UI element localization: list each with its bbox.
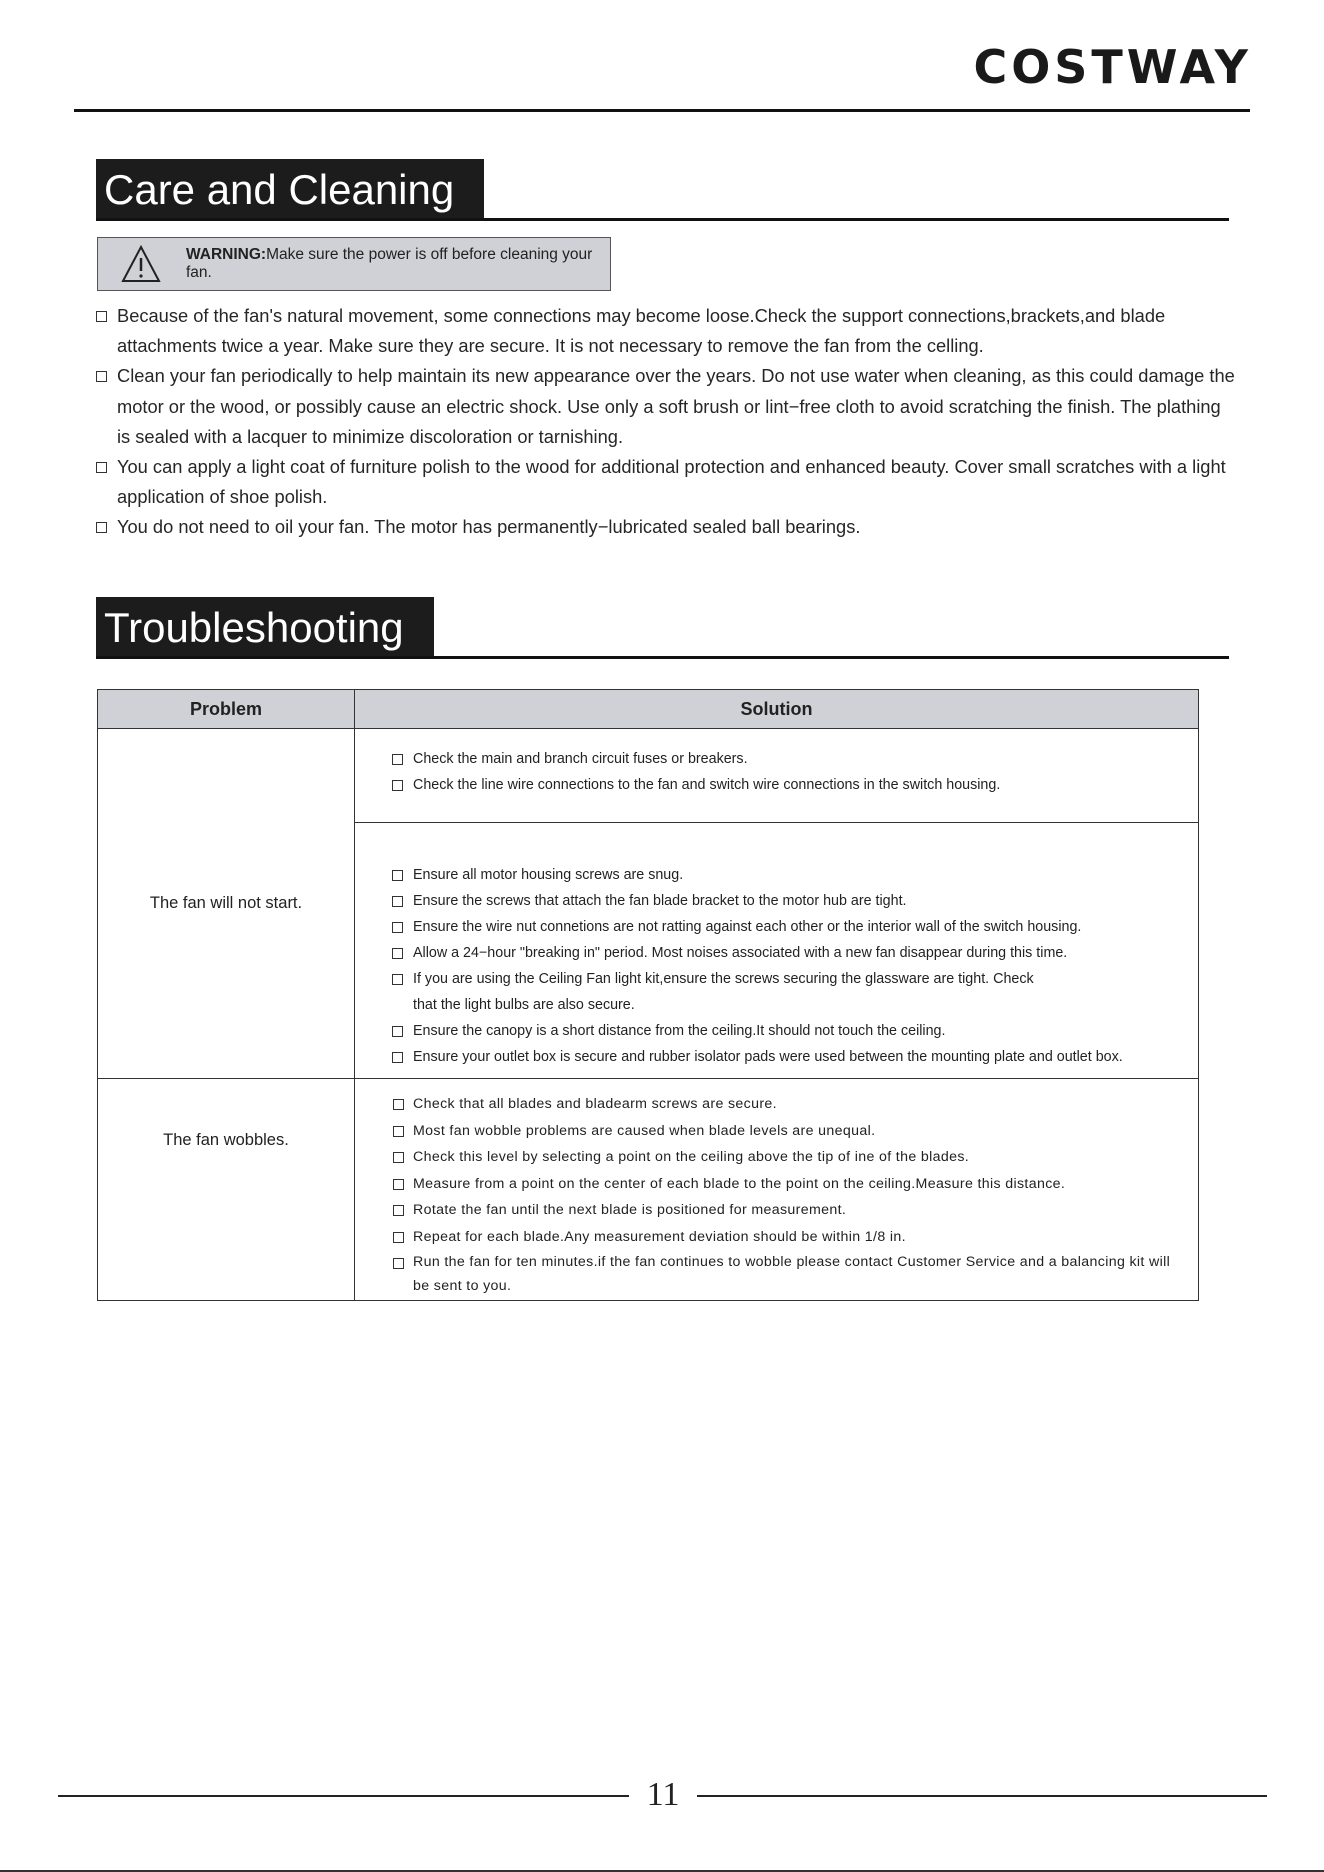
warning-triangle-icon (120, 244, 162, 284)
care-item (96, 361, 1236, 452)
problem-cell: The fan wobbles. (98, 1079, 355, 1301)
solution-item: Check that all blades and bladearm screws are secure. (355, 1091, 1198, 1118)
solution-item: Check this level by selecting a point on the ceiling above the tip of ine of the blades. (355, 1144, 1198, 1171)
solution-item: Ensure the wire nut connetions are not ratting against each other or the interior wall of the switch housing. (355, 914, 1198, 940)
solution-item: If you are using the Ceiling Fan light kit,ensure the screws securing the glassware are tight. Check that the light bulbs are also secure. (355, 966, 1061, 1018)
solution-item: Measure from a point on the center of each blade to the point on the ceiling.Measure this distance. (355, 1171, 1198, 1198)
checkbox-icon (392, 974, 403, 985)
solution-item: Ensure all motor housing screws are snug. (355, 862, 1198, 888)
checkbox-icon (393, 1126, 404, 1137)
care-item-text: You can apply a light coat of furniture polish to the wood for additional protection and enhanced beauty. Cover small scratches with a light application of shoe polish. (117, 456, 1226, 508)
warning-box (97, 237, 611, 291)
solution-cell (355, 1079, 1199, 1301)
solution-column-header: Solution (355, 690, 1199, 729)
checkbox-icon (392, 870, 403, 881)
footer-rule-left (58, 1795, 629, 1797)
solution-item: Ensure the canopy is a short distance from the ceiling.It should not touch the ceiling. (355, 1018, 1198, 1044)
troubleshooting-table (97, 689, 1199, 1301)
checkbox-icon (96, 522, 107, 533)
solution-item: Check the line wire connections to the fan and switch wire connections in the switch housing. (355, 772, 1198, 798)
solution-item: Ensure your outlet box is secure and rubber isolator pads were used between the mounting plate and outlet box. (355, 1044, 1198, 1070)
troubleshooting-section-header (96, 597, 1229, 659)
care-section-header (96, 159, 1229, 221)
checkbox-icon (392, 754, 403, 765)
solution-item: Run the fan for ten minutes.if the fan continues to wobble please contact Customer Service and a balancing kit will be sent to you. (355, 1250, 1198, 1298)
checkbox-icon (392, 948, 403, 959)
checkbox-icon (96, 371, 107, 382)
solution-item: Check the main and branch circuit fuses or breakers. (355, 746, 1198, 772)
care-item (96, 512, 1236, 542)
section-rule (96, 218, 1229, 221)
problem-cell: The fan will not start. (98, 729, 355, 1079)
care-item-text: You do not need to oil your fan. The motor has permanently−lubricated sealed ball bearings. (117, 516, 861, 538)
checkbox-icon (392, 780, 403, 791)
solution-item: Rotate the fan until the next blade is positioned for measurement. (355, 1197, 1198, 1224)
checkbox-icon (393, 1179, 404, 1190)
table-row (98, 1079, 1199, 1301)
checkbox-icon (96, 311, 107, 322)
solution-item: Allow a 24−hour "breaking in" period. Most noises associated with a new fan disappear during this time. (355, 940, 1198, 966)
checkbox-icon (96, 462, 107, 473)
care-section-title: Care and Cleaning (96, 159, 484, 220)
checkbox-icon (392, 896, 403, 907)
checkbox-icon (393, 1205, 404, 1216)
care-item-text: Because of the fan's natural movement, some connections may become loose.Check the support connections,brackets,and blade attachments twice a year. Make sure they are secure. It is not necessary to remove the fan from the celling. (117, 305, 1166, 357)
page-number: 11 (646, 1776, 680, 1813)
checkbox-icon (392, 1026, 403, 1037)
brand-logo: COSTWAY (973, 40, 1252, 94)
checkbox-icon (393, 1099, 404, 1110)
warning-label: WARNING: (186, 246, 267, 263)
checkbox-icon (392, 922, 403, 933)
solution-cell (355, 729, 1199, 1079)
checkbox-icon (392, 1052, 403, 1063)
care-item (96, 301, 1236, 361)
checkbox-icon (393, 1152, 404, 1163)
care-list (96, 301, 1236, 543)
header-rule (74, 109, 1250, 112)
problem-column-header: Problem (98, 690, 355, 729)
warning-message: Make sure the power is off before cleaning your fan. (186, 246, 593, 281)
care-item-text: Clean your fan periodically to help maintain its new appearance over the years. Do not use water when cleaning, as this could damage the motor or the wood, or possibly cause an electric shock. Use only a soft brush or lint−free cloth to avoid scratching the finish. The plathing is sealed with a lacquer to minimize discoloration or tarnishing. (117, 365, 1235, 447)
solution-item: Ensure the screws that attach the fan blade bracket to the motor hub are tight. (355, 888, 1198, 914)
footer-rule-right (697, 1795, 1267, 1797)
solution-group (355, 823, 1198, 1078)
solution-item: Most fan wobble problems are caused when blade levels are unequal. (355, 1118, 1198, 1145)
checkbox-icon (393, 1258, 404, 1269)
checkbox-icon (393, 1232, 404, 1243)
troubleshooting-section-title: Troubleshooting (96, 597, 434, 658)
table-row (98, 729, 1199, 1079)
section-rule (96, 656, 1229, 659)
solution-item: Repeat for each blade.Any measurement deviation should be within 1/8 in. (355, 1224, 1198, 1251)
table-header-row (98, 690, 1199, 729)
solution-group (355, 729, 1198, 823)
care-item (96, 452, 1236, 512)
warning-text (186, 246, 596, 282)
